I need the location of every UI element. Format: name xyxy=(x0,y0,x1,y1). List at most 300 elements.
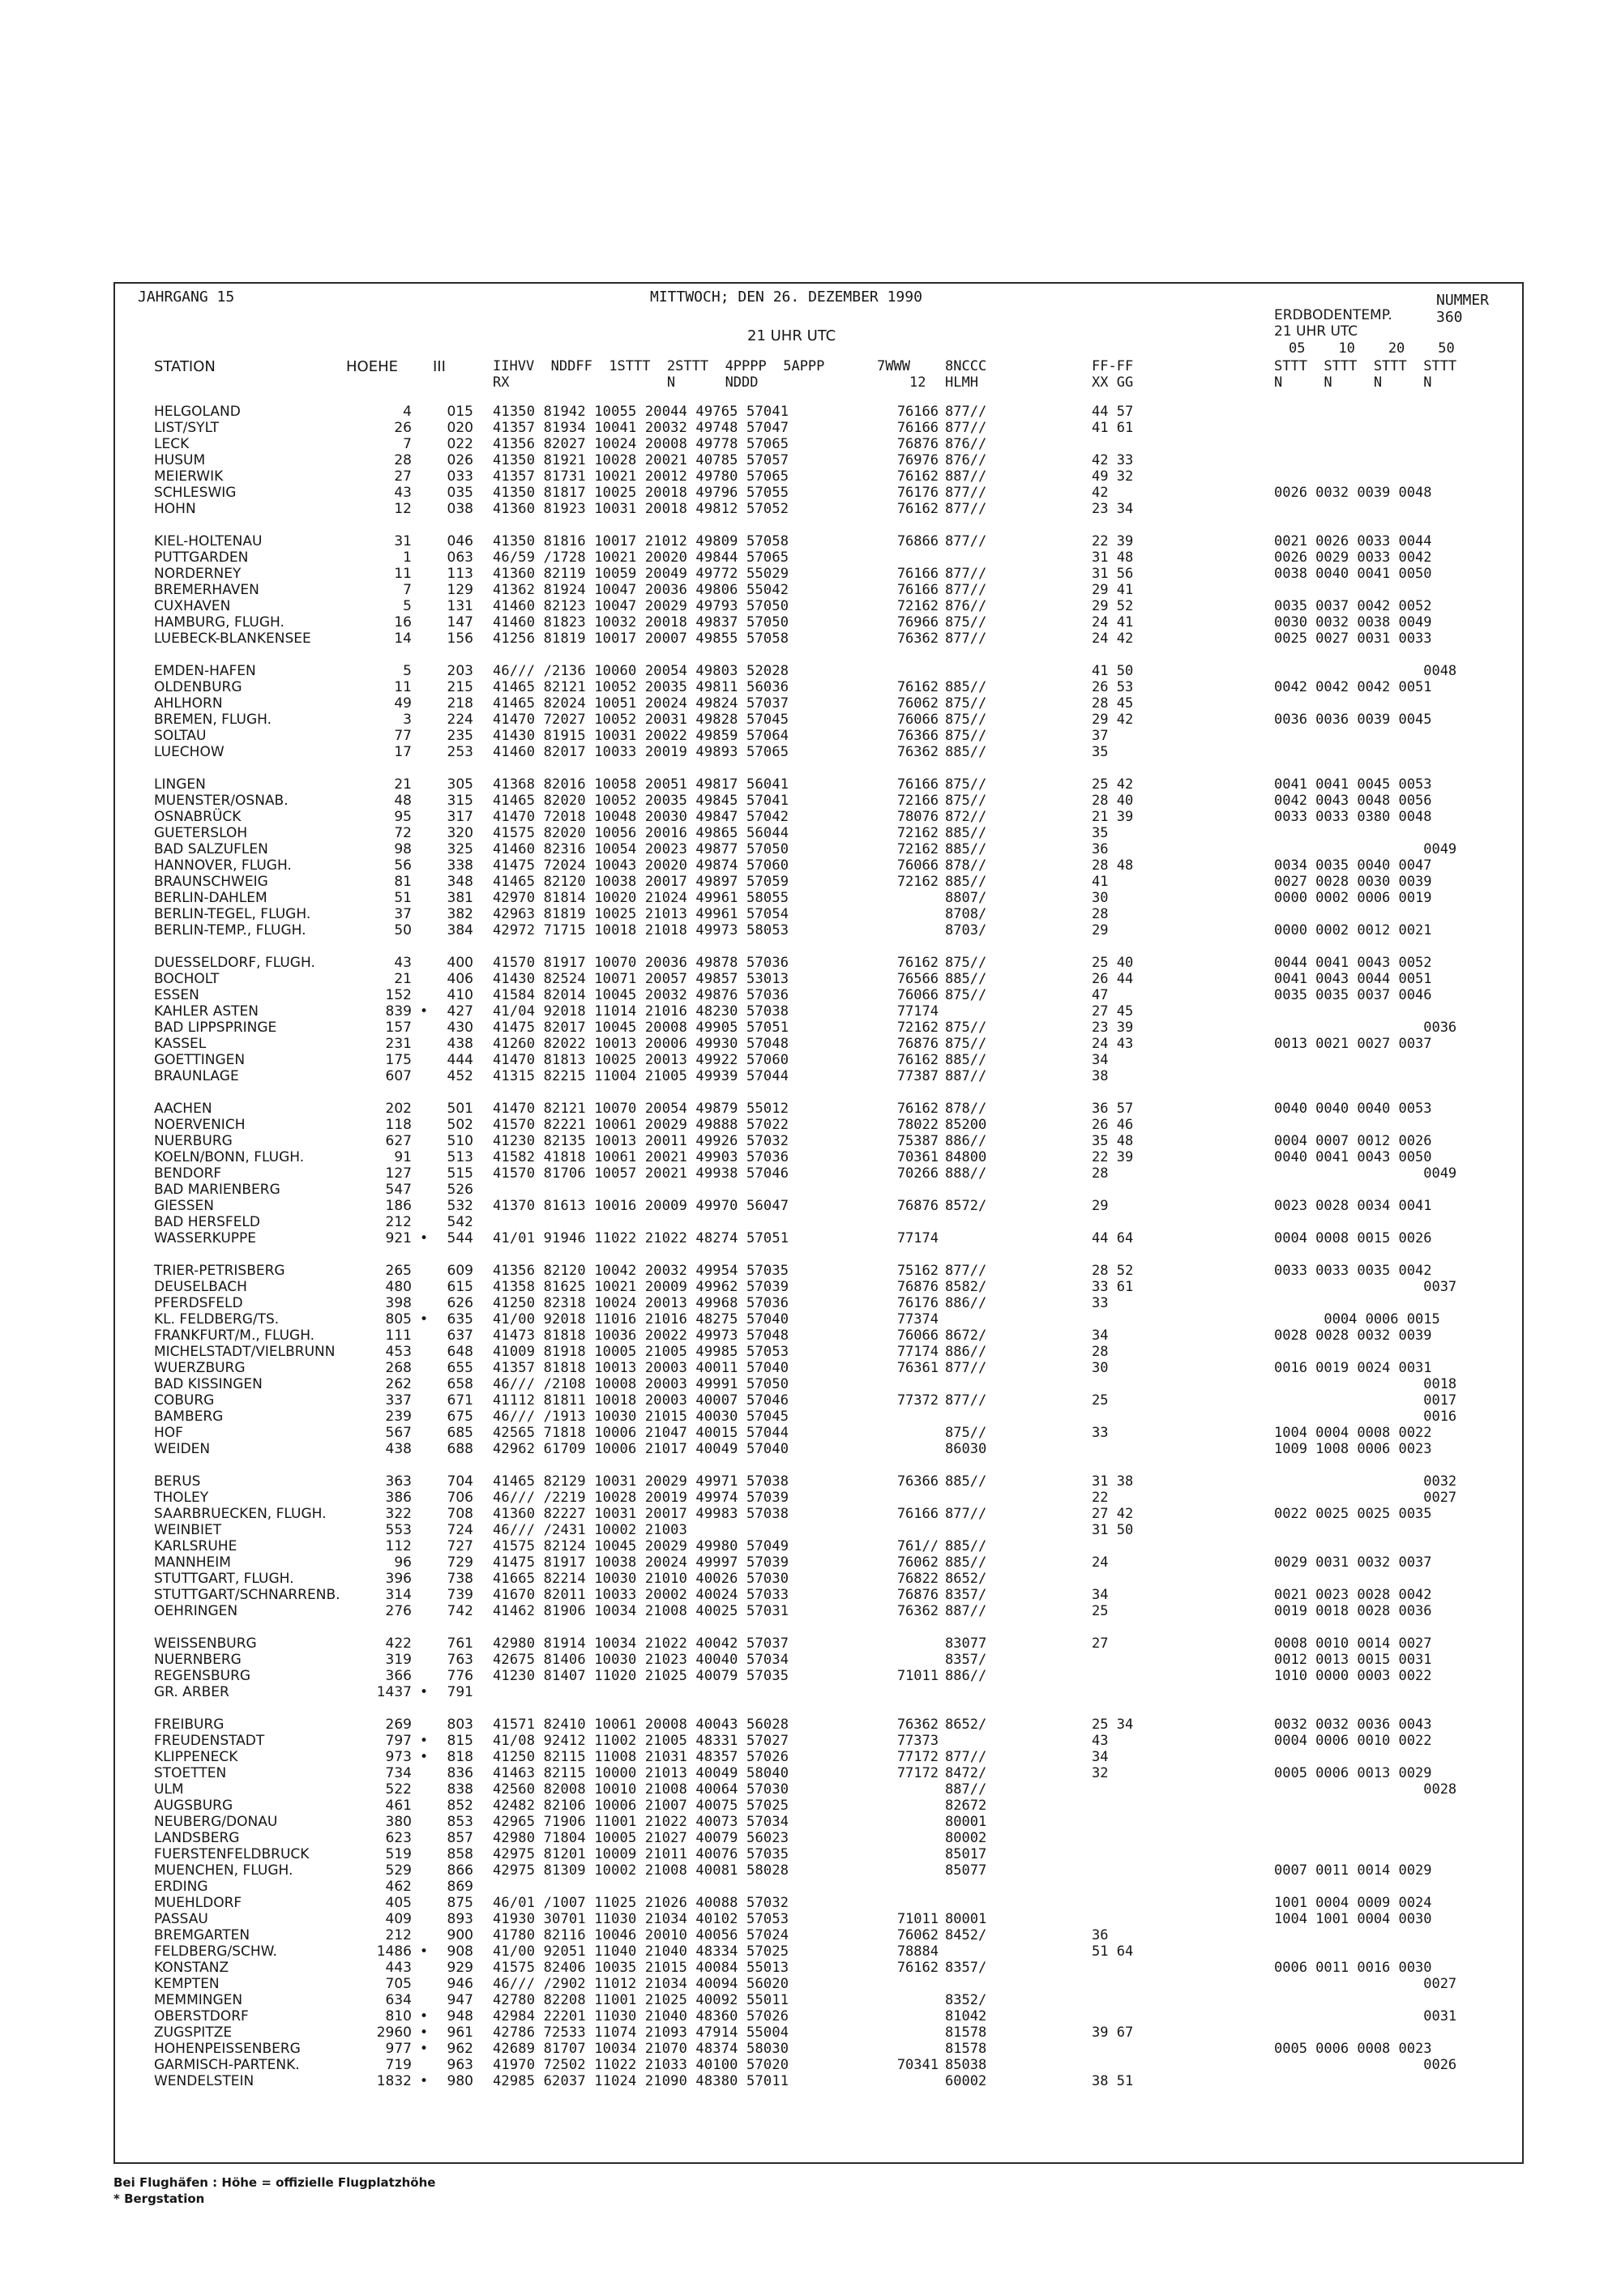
station-id: 203 xyxy=(447,663,473,679)
table-row xyxy=(115,1230,1525,1246)
cloud-group: 885// xyxy=(945,1473,987,1490)
cloud-group: 877// xyxy=(945,1506,987,1522)
synop-groups: 46/// /2136 10060 20054 49803 52028 xyxy=(493,663,789,679)
weather-group: 76162 xyxy=(896,468,939,485)
soil-temperatures: 0037 xyxy=(1274,1279,1457,1295)
cloud-group: 8672/ xyxy=(945,1328,987,1344)
station-id: 866 xyxy=(447,1862,473,1879)
wind-gusts: 22 39 xyxy=(1092,1149,1134,1165)
synop-groups: 42786 72533 11074 21093 47914 55004 xyxy=(493,2024,789,2041)
soil-temperatures: 0022 0025 0025 0035 xyxy=(1274,1506,1432,1522)
synop-groups: 42962 61709 10006 21017 40049 57040 xyxy=(493,1441,789,1457)
station-height: 363 xyxy=(385,1473,412,1490)
station-height: 2960 xyxy=(376,2024,412,2041)
observation-time: 21 UHR UTC xyxy=(747,327,836,344)
station-id: 015 xyxy=(447,404,473,420)
station-name: GUETERSLOH xyxy=(154,825,248,841)
wind-gusts: 42 xyxy=(1092,485,1109,501)
synop-groups: 46/01 /1007 11025 21026 40088 57032 xyxy=(493,1895,789,1911)
col-ff: FF-FF xyxy=(1092,358,1134,374)
cloud-group: 886// xyxy=(945,1295,987,1311)
soil-temperatures: 0017 xyxy=(1274,1392,1457,1409)
station-name: SAARBRUECKEN, FLUGH. xyxy=(154,1506,327,1522)
weather-group: 72162 xyxy=(896,825,939,841)
table-row xyxy=(115,631,1525,647)
soil-temperatures: 0036 0036 0039 0045 xyxy=(1274,712,1432,728)
table-row xyxy=(115,1830,1525,1846)
soil-temperatures: 0006 0011 0016 0030 xyxy=(1274,1960,1432,1976)
station-height: 319 xyxy=(385,1652,412,1668)
station-height: 438 xyxy=(385,1441,412,1457)
soil-temp-time: 21 UHR UTC xyxy=(1274,323,1358,340)
weather-group: 76176 xyxy=(896,1295,939,1311)
station-name: NEUBERG/DONAU xyxy=(154,1814,278,1830)
soil-temperatures: 0033 0033 0380 0048 xyxy=(1274,809,1432,825)
station-id: 671 xyxy=(447,1392,473,1409)
station-height: 380 xyxy=(385,1814,412,1830)
cloud-group: 85200 xyxy=(945,1117,987,1133)
soil-temp-label: ERDBODENTEMP. xyxy=(1274,307,1392,323)
station-height: 262 xyxy=(385,1376,412,1392)
station-height: 49 xyxy=(394,695,412,712)
cloud-group: 8652/ xyxy=(945,1571,987,1587)
table-row xyxy=(115,485,1525,501)
table-row xyxy=(115,1182,1525,1198)
synop-groups: 41356 82120 10042 20032 49954 57035 xyxy=(493,1263,789,1279)
synop-groups: 41250 82115 11008 21031 48357 57026 xyxy=(493,1749,789,1765)
cloud-group: 885// xyxy=(945,841,987,857)
weather-group: 761// xyxy=(896,1538,939,1554)
table-row xyxy=(115,1490,1525,1506)
table-row xyxy=(115,1976,1525,1992)
soil-temperatures: 0016 xyxy=(1274,1409,1457,1425)
wind-gusts: 43 xyxy=(1092,1733,1109,1749)
weather-group: 76366 xyxy=(896,728,939,744)
table-row xyxy=(115,501,1525,517)
cloud-group: 877// xyxy=(945,501,987,517)
wind-gusts: 39 67 xyxy=(1092,2024,1134,2041)
mountain-marker: • xyxy=(420,2008,429,2024)
cloud-group: 84800 xyxy=(945,1149,987,1165)
table-row xyxy=(115,841,1525,857)
wind-gusts: 36 xyxy=(1092,841,1109,857)
station-name: OBERSTDORF xyxy=(154,2008,249,2024)
weather-group: 76062 xyxy=(896,1927,939,1943)
table-row xyxy=(115,436,1525,452)
station-id: 020 xyxy=(447,420,473,436)
synop-groups: 42972 71715 10018 21018 49973 58053 xyxy=(493,922,789,938)
weather-group: 78884 xyxy=(896,1943,939,1960)
wind-gusts: 28 52 xyxy=(1092,1263,1134,1279)
station-id: 875 xyxy=(447,1895,473,1911)
station-height: 269 xyxy=(385,1717,412,1733)
station-height: 627 xyxy=(385,1133,412,1149)
weather-group: 76166 xyxy=(896,1506,939,1522)
station-height: 453 xyxy=(385,1344,412,1360)
wind-gusts: 28 xyxy=(1092,906,1109,922)
wind-gusts: 32 xyxy=(1092,1765,1109,1781)
soil-temperatures: 0012 0013 0015 0031 xyxy=(1274,1652,1432,1668)
synop-groups: 41260 82022 10013 20006 49930 57048 xyxy=(493,1036,789,1052)
station-id: 131 xyxy=(447,598,473,614)
station-height: 921 xyxy=(385,1230,412,1246)
soil-temperatures: 0035 0035 0037 0046 xyxy=(1274,987,1432,1003)
synop-groups: 41350 81816 10017 21012 49809 57058 xyxy=(493,533,789,549)
cloud-group: 877// xyxy=(945,420,987,436)
station-height: 4 xyxy=(403,404,412,420)
soil-temperatures: 0000 0002 0006 0019 xyxy=(1274,890,1432,906)
wind-gusts: 27 42 xyxy=(1092,1506,1134,1522)
footnote-mountain: * Bergstation xyxy=(113,2191,205,2206)
weather-group: 77174 xyxy=(896,1230,939,1246)
wind-gusts: 44 64 xyxy=(1092,1230,1134,1246)
station-name: BERLIN-TEMP., FLUGH. xyxy=(154,922,306,938)
station-name: REGENSBURG xyxy=(154,1668,251,1684)
synop-groups: 41460 81823 10032 20018 49837 57050 xyxy=(493,614,789,631)
station-id: 215 xyxy=(447,679,473,695)
cloud-group: 8708/ xyxy=(945,906,987,922)
table-row xyxy=(115,582,1525,598)
station-name: NUERNBERG xyxy=(154,1652,242,1668)
cloud-group: 877// xyxy=(945,631,987,647)
soil-temperatures: 0033 0033 0035 0042 xyxy=(1274,1263,1432,1279)
cloud-group: 875// xyxy=(945,1020,987,1036)
station-height: 11 xyxy=(394,679,412,695)
cloud-group: 8807/ xyxy=(945,890,987,906)
table-row xyxy=(115,874,1525,890)
wind-gusts: 35 xyxy=(1092,825,1109,841)
synop-groups: 41570 81706 10057 20021 49938 57046 xyxy=(493,1165,789,1182)
wind-gusts: 24 41 xyxy=(1092,614,1134,631)
synop-groups: 41360 81923 10031 20018 49812 57052 xyxy=(493,501,789,517)
table-row xyxy=(115,452,1525,468)
synop-groups: 41460 82316 10054 20023 49877 57050 xyxy=(493,841,789,857)
station-name: KIEL-HOLTENAU xyxy=(154,533,263,549)
table-row xyxy=(115,549,1525,566)
station-height: 547 xyxy=(385,1182,412,1198)
table-row xyxy=(115,1927,1525,1943)
synop-groups: 41462 81906 10034 21008 40025 57031 xyxy=(493,1603,789,1619)
synop-groups: 42970 81814 10020 21024 49961 58055 xyxy=(493,890,789,906)
station-id: 852 xyxy=(447,1798,473,1814)
cloud-group: 85077 xyxy=(945,1862,987,1879)
station-height: 11 xyxy=(394,566,412,582)
station-id: 963 xyxy=(447,2057,473,2073)
station-id: 532 xyxy=(447,1198,473,1214)
weather-group: 76062 xyxy=(896,1554,939,1571)
station-name: WEISSENBURG xyxy=(154,1635,257,1652)
station-id: 325 xyxy=(447,841,473,857)
table-frame xyxy=(113,282,1524,2164)
station-height: 567 xyxy=(385,1425,412,1441)
weather-group: 77174 xyxy=(896,1003,939,1020)
table-row xyxy=(115,614,1525,631)
weather-group: 76066 xyxy=(896,1328,939,1344)
station-height: 91 xyxy=(394,1149,412,1165)
table-row xyxy=(115,1279,1525,1295)
station-id: 761 xyxy=(447,1635,473,1652)
synop-groups: 41470 81813 10025 20013 49922 57060 xyxy=(493,1052,789,1068)
weather-group: 76066 xyxy=(896,857,939,874)
station-height: 268 xyxy=(385,1360,412,1376)
station-id: 513 xyxy=(447,1149,473,1165)
soil-temperatures: 0036 xyxy=(1274,1020,1457,1036)
synop-groups: 41575 82406 10035 21015 40084 55013 xyxy=(493,1960,789,1976)
station-id: 946 xyxy=(447,1976,473,1992)
table-row xyxy=(115,566,1525,582)
wind-gusts: 23 34 xyxy=(1092,501,1134,517)
cloud-group: 81042 xyxy=(945,2008,987,2024)
table-row xyxy=(115,1198,1525,1214)
wind-gusts: 34 xyxy=(1092,1328,1109,1344)
weather-group: 77373 xyxy=(896,1733,939,1749)
station-id: 129 xyxy=(447,582,473,598)
station-name: MANNHEIM xyxy=(154,1554,231,1571)
station-id: 224 xyxy=(447,712,473,728)
table-row xyxy=(115,1101,1525,1117)
table-row xyxy=(115,1684,1525,1700)
station-name: PUTTGARDEN xyxy=(154,549,249,566)
col-hoehe: HOEHE xyxy=(346,358,398,375)
synop-groups: 41370 81613 10016 20009 49970 56047 xyxy=(493,1198,789,1214)
soil-temperatures: 0038 0040 0041 0050 xyxy=(1274,566,1432,582)
station-id: 803 xyxy=(447,1717,473,1733)
wind-gusts: 30 xyxy=(1092,890,1109,906)
wind-gusts: 38 51 xyxy=(1092,2073,1134,2089)
soil-temperatures: 0027 0028 0030 0039 xyxy=(1274,874,1432,890)
synop-groups: 41350 81817 10025 20018 49796 57055 xyxy=(493,485,789,501)
cloud-group: 80001 xyxy=(945,1814,987,1830)
synop-groups: 41256 81819 10017 20007 49855 57058 xyxy=(493,631,789,647)
weather-group: 76162 xyxy=(896,955,939,971)
wind-gusts: 34 xyxy=(1092,1749,1109,1765)
cloud-group: 83077 xyxy=(945,1635,987,1652)
table-row xyxy=(115,1311,1525,1328)
table-row xyxy=(115,906,1525,922)
date-title: MITTWOCH; DEN 26. DEZEMBER 1990 xyxy=(650,289,922,306)
station-id: 708 xyxy=(447,1506,473,1522)
soil-temperatures: 0040 0041 0043 0050 xyxy=(1274,1149,1432,1165)
mountain-marker: • xyxy=(420,2041,429,2057)
synop-groups: 41230 81407 11020 21025 40079 57035 xyxy=(493,1668,789,1684)
synop-groups: 41357 81934 10041 20032 49748 57047 xyxy=(493,420,789,436)
table-row xyxy=(115,533,1525,549)
station-id: 858 xyxy=(447,1846,473,1862)
weather-group: 76966 xyxy=(896,614,939,631)
station-height: 118 xyxy=(385,1117,412,1133)
mountain-marker: • xyxy=(420,1733,429,1749)
station-height: 152 xyxy=(385,987,412,1003)
cloud-group: 875// xyxy=(945,793,987,809)
soil-temperatures: 0004 0006 0010 0022 xyxy=(1274,1733,1432,1749)
station-height: 443 xyxy=(385,1960,412,1976)
table-row xyxy=(115,1295,1525,1311)
table-row xyxy=(115,1376,1525,1392)
station-id: 526 xyxy=(447,1182,473,1198)
weather-group: 76866 xyxy=(896,533,939,549)
table-row xyxy=(115,1587,1525,1603)
wind-gusts: 24 42 xyxy=(1092,631,1134,647)
station-name: BAD HERSFELD xyxy=(154,1214,260,1230)
station-height: 28 xyxy=(394,452,412,468)
cloud-group: 875// xyxy=(945,776,987,793)
cloud-group: 8357/ xyxy=(945,1960,987,1976)
weather-group: 71011 xyxy=(896,1911,939,1927)
table-row xyxy=(115,1862,1525,1879)
station-id: 542 xyxy=(447,1214,473,1230)
station-id: 384 xyxy=(447,922,473,938)
col-soil: STTT STTT STTT STTT xyxy=(1274,358,1457,374)
station-height: 797 xyxy=(385,1733,412,1749)
station-name: GARMISCH-PARTENK. xyxy=(154,2057,300,2073)
table-row xyxy=(115,955,1525,971)
station-id: 947 xyxy=(447,1992,473,2008)
cloud-group: 878// xyxy=(945,857,987,874)
station-name: PASSAU xyxy=(154,1911,208,1927)
station-height: 212 xyxy=(385,1214,412,1230)
table-row xyxy=(115,1879,1525,1895)
station-height: 175 xyxy=(385,1052,412,1068)
synop-groups: 41/04 92018 11014 21016 48230 57038 xyxy=(493,1003,789,1020)
station-height: 839 xyxy=(385,1003,412,1020)
station-id: 869 xyxy=(447,1879,473,1895)
weather-group: 76166 xyxy=(896,420,939,436)
synop-groups: 41356 82027 10024 20008 49778 57065 xyxy=(493,436,789,452)
station-name: SCHLESWIG xyxy=(154,485,237,501)
station-name: BAMBERG xyxy=(154,1409,224,1425)
synop-groups: 41584 82014 10045 20032 49876 57036 xyxy=(493,987,789,1003)
station-id: 609 xyxy=(447,1263,473,1279)
synop-groups: 41465 82120 10038 20017 49897 57059 xyxy=(493,874,789,890)
weather-group: 77172 xyxy=(896,1765,939,1781)
wind-gusts: 26 46 xyxy=(1092,1117,1134,1133)
wind-gusts: 35 48 xyxy=(1092,1133,1134,1149)
station-height: 157 xyxy=(385,1020,412,1036)
cloud-group: 875// xyxy=(945,614,987,631)
mountain-marker: • xyxy=(420,1003,429,1020)
station-height: 977 xyxy=(385,2041,412,2057)
table-row xyxy=(115,1133,1525,1149)
cloud-group: 888// xyxy=(945,1165,987,1182)
station-name: KASSEL xyxy=(154,1036,207,1052)
weather-group: 76976 xyxy=(896,452,939,468)
table-row xyxy=(115,1554,1525,1571)
table-row xyxy=(115,1814,1525,1830)
soil-temperatures: 0026 0032 0039 0048 xyxy=(1274,485,1432,501)
synop-groups: 46/// /2902 11012 21034 40094 56020 xyxy=(493,1976,789,1992)
station-id: 706 xyxy=(447,1490,473,1506)
table-row xyxy=(115,1798,1525,1814)
soil-temperatures: 0019 0018 0028 0036 xyxy=(1274,1603,1432,1619)
station-id: 688 xyxy=(447,1441,473,1457)
table-row xyxy=(115,728,1525,744)
station-height: 422 xyxy=(385,1635,412,1652)
station-name: GIESSEN xyxy=(154,1198,214,1214)
wind-gusts: 31 50 xyxy=(1092,1522,1134,1538)
synop-groups: 41470 82121 10070 20054 49879 55012 xyxy=(493,1101,789,1117)
cloud-group: 81578 xyxy=(945,2041,987,2057)
soil-temperatures: 0027 xyxy=(1274,1490,1457,1506)
station-name: BENDORF xyxy=(154,1165,222,1182)
weather-group: 78076 xyxy=(896,809,939,825)
weather-group: 76162 xyxy=(896,1960,939,1976)
station-name: BREMEN, FLUGH. xyxy=(154,712,272,728)
station-name: HELGOLAND xyxy=(154,404,241,420)
soil-temperatures: 0027 xyxy=(1274,1976,1457,1992)
table-row xyxy=(115,1036,1525,1052)
table-row xyxy=(115,663,1525,679)
soil-temperatures: 0040 0040 0040 0053 xyxy=(1274,1101,1432,1117)
station-id: 739 xyxy=(447,1587,473,1603)
synop-groups: 41357 81731 10021 20012 49780 57065 xyxy=(493,468,789,485)
station-height: 607 xyxy=(385,1068,412,1084)
station-name: BAD SALZUFLEN xyxy=(154,841,268,857)
weather-group: 70266 xyxy=(896,1165,939,1182)
col-w: 7WWW xyxy=(877,358,910,374)
cloud-group: 885// xyxy=(945,874,987,890)
table-row xyxy=(115,468,1525,485)
station-id: 382 xyxy=(447,906,473,922)
station-name: MEMMINGEN xyxy=(154,1992,243,2008)
weather-group: 77372 xyxy=(896,1392,939,1409)
cloud-group: 85038 xyxy=(945,2057,987,2073)
wind-gusts: 25 34 xyxy=(1092,1717,1134,1733)
station-height: 519 xyxy=(385,1846,412,1862)
station-id: 315 xyxy=(447,793,473,809)
station-id: 046 xyxy=(447,533,473,549)
synop-groups: 41670 82011 10033 20002 40024 57033 xyxy=(493,1587,789,1603)
station-height: 5 xyxy=(403,598,412,614)
cloud-group: 887// xyxy=(945,468,987,485)
station-height: 522 xyxy=(385,1781,412,1798)
station-name: CUXHAVEN xyxy=(154,598,231,614)
wind-gusts: 31 56 xyxy=(1092,566,1134,582)
station-id: 685 xyxy=(447,1425,473,1441)
station-name: BAD LIPPSPRINGE xyxy=(154,1020,277,1036)
mountain-marker: • xyxy=(420,1230,429,1246)
station-height: 634 xyxy=(385,1992,412,2008)
cloud-group: 80001 xyxy=(945,1911,987,1927)
cloud-group: 877// xyxy=(945,1263,987,1279)
synop-groups: 41250 82318 10024 20013 49968 57036 xyxy=(493,1295,789,1311)
soil-temperatures: 1004 0004 0008 0022 xyxy=(1274,1425,1432,1441)
table-row xyxy=(115,712,1525,728)
station-height: 14 xyxy=(394,631,412,647)
synop-groups: 41475 72024 10043 20020 49874 57060 xyxy=(493,857,789,874)
station-id: 615 xyxy=(447,1279,473,1295)
synop-groups: 41/08 92412 11002 21005 48331 57027 xyxy=(493,1733,789,1749)
soil-temperatures: 0048 xyxy=(1274,663,1457,679)
table-row xyxy=(115,695,1525,712)
table-row xyxy=(115,744,1525,760)
station-height: 186 xyxy=(385,1198,412,1214)
weather-group: 72162 xyxy=(896,874,939,890)
wind-gusts: 28 45 xyxy=(1092,695,1134,712)
table-row xyxy=(115,776,1525,793)
station-name: KLIPPENECK xyxy=(154,1749,238,1765)
synop-groups: 46/// /2108 10008 20003 49991 57050 xyxy=(493,1376,789,1392)
station-height: 386 xyxy=(385,1490,412,1506)
synop-groups: 41360 82227 10031 20017 49983 57038 xyxy=(493,1506,789,1522)
cloud-group: 877// xyxy=(945,582,987,598)
station-id: 980 xyxy=(447,2073,473,2089)
weather-group: 76361 xyxy=(896,1360,939,1376)
station-id: 961 xyxy=(447,2024,473,2041)
station-height: 127 xyxy=(385,1165,412,1182)
weather-group: 77374 xyxy=(896,1311,939,1328)
table-row xyxy=(115,1263,1525,1279)
soil-temperatures: 0042 0042 0042 0051 xyxy=(1274,679,1432,695)
